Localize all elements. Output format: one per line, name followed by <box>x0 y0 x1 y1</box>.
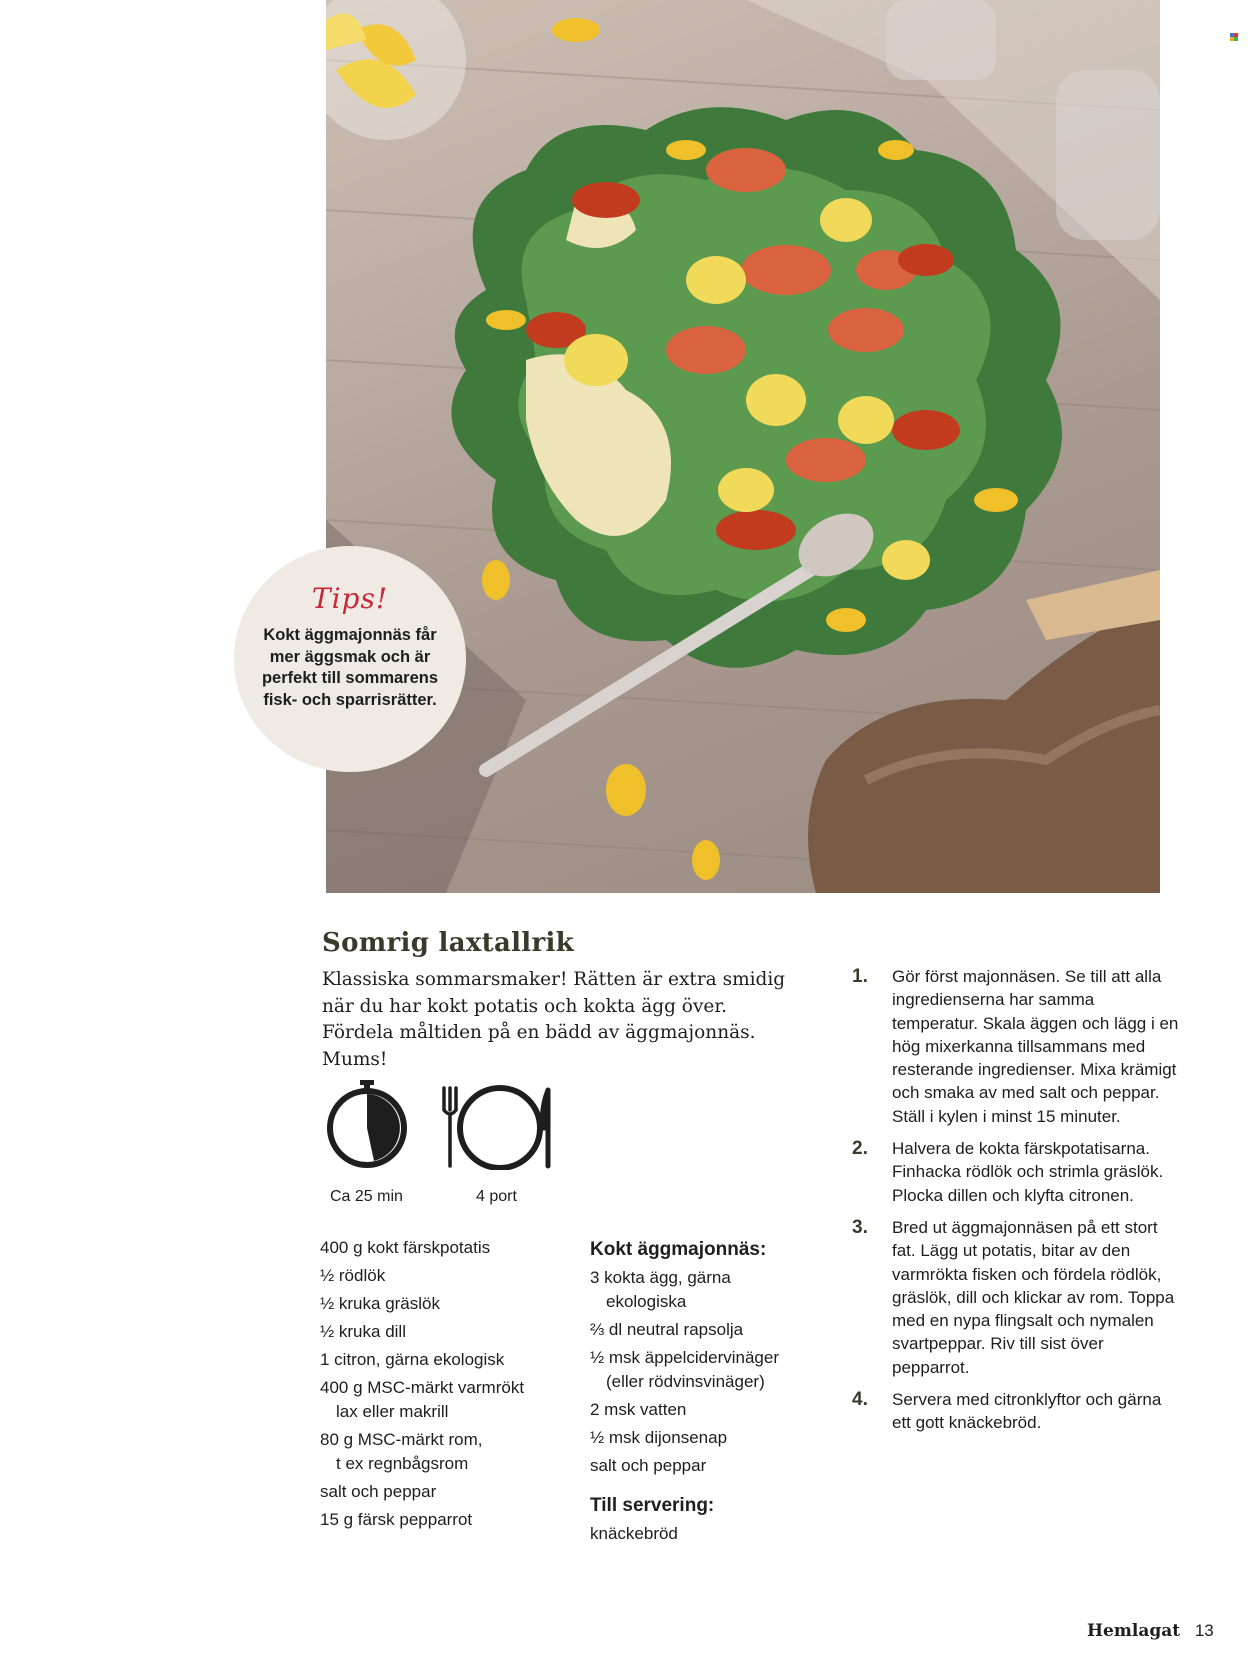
ingredient-item: ½ rödlök <box>320 1266 386 1285</box>
step-item <box>852 1137 1182 1207</box>
ingredient-item: 80 g MSC-märkt rom, <box>320 1430 483 1449</box>
ingredient-item: ½ msk dijonsenap <box>590 1428 728 1447</box>
plate-cutlery-icon <box>444 1088 548 1168</box>
step-number: 4. <box>852 1389 868 1411</box>
ingredient-item: ½ kruka gräslök <box>320 1294 440 1313</box>
ingredient-item: ½ msk äppelcidervinäger <box>590 1348 779 1367</box>
ingredient-item: ½ kruka dill <box>320 1322 406 1341</box>
step-item <box>852 1388 1182 1435</box>
tips-bubble <box>234 546 466 772</box>
brand-logo-icon <box>1230 33 1238 41</box>
step-text: Servera med citronklyftor och gärna ett gott knäckebröd. <box>892 1390 1162 1433</box>
step-text: Halvera de kokta färskpotatisarna. Finhacka rödlök och strimla gräslök. Plocka dillen och klyfta citronen. <box>892 1139 1164 1205</box>
recipe-icons <box>326 1080 556 1175</box>
ingredient-item: 400 g MSC-märkt varmrökt <box>320 1378 525 1397</box>
ingredient-item: salt och peppar <box>590 1456 707 1475</box>
time-label: Ca 25 min <box>330 1188 403 1205</box>
ingredient-item: salt och peppar <box>320 1482 437 1501</box>
tips-title: Tips! <box>311 582 389 615</box>
step-item <box>852 1216 1182 1379</box>
ingredient-item: knäckebröd <box>590 1524 678 1543</box>
ingredient-item: t ex regnbågsrom <box>336 1454 469 1473</box>
stopwatch-icon <box>330 1080 404 1165</box>
step-item <box>852 965 1182 1128</box>
serving-heading: Till servering: <box>590 1495 715 1516</box>
step-number: 1. <box>852 966 868 987</box>
ingredient-item: 400 g kokt färskpotatis <box>320 1238 491 1257</box>
recipe-photo <box>326 0 1160 893</box>
page-number: 13 <box>1194 1621 1214 1640</box>
ingredient-item: 3 kokta ägg, gärna <box>590 1268 731 1287</box>
ingredient-item: 1 citron, gärna ekologisk <box>320 1350 505 1369</box>
ingredient-item: (eller rödvinsvinäger) <box>606 1372 765 1391</box>
magazine-brand: Hemlagat <box>1087 1621 1181 1641</box>
logo-square-green <box>1234 37 1238 41</box>
portions-label: 4 port <box>476 1188 517 1205</box>
ingredient-item: 2 msk vatten <box>590 1400 687 1419</box>
ingredient-item: ⅔ dl neutral rapsolja <box>590 1320 744 1339</box>
mayo-heading: Kokt äggmajonnäs: <box>590 1239 767 1260</box>
ingredient-item: ekologiska <box>606 1292 687 1311</box>
tips-text: Kokt äggmajonnäs får mer äggsmak och är perfekt till sommarens fisk- och sparrisrätter. <box>261 626 439 709</box>
recipe-title: Somrig laxtallrik <box>322 928 574 958</box>
step-number: 2. <box>852 1138 868 1160</box>
salmon-platter-image <box>326 0 1160 893</box>
step-text: Gör först majonnäsen. Se till att alla ingredienserna har samma temperatur. Skala äggen och lägg i en hög mixerkanna tillsammans med resterande ingredienser. Mixa krämigt och smaka av med salt och peppar. Ställ i kylen i minst 15 minuter. <box>892 967 1179 1126</box>
recipe-intro: Klassiska sommarsmaker! Rätten är extra smidig när du har kokt potatis och kokta ägg över. Fördela måltiden på en bädd av äggmajonnäs. Mums! <box>322 969 786 1070</box>
ingredient-item: lax eller makrill <box>336 1402 449 1421</box>
step-number: 3. <box>852 1216 868 1238</box>
mayo-ingredients <box>590 1236 779 1548</box>
instructions <box>852 965 1182 1444</box>
ingredients-list <box>320 1234 524 1534</box>
step-text: Bred ut äggmajonnäsen på ett stort fat. Lägg ut potatis, bitar av den varmrökta fisken och fördela rödlök, gräslök, dill och klickar av rom. Toppa med en nypa flingsalt och nymalen svartpeppar. Riv till sist över pepparrot. <box>892 1217 1175 1377</box>
ingredient-item: 15 g färsk pepparrot <box>320 1510 473 1529</box>
page-footer <box>1087 1621 1214 1641</box>
